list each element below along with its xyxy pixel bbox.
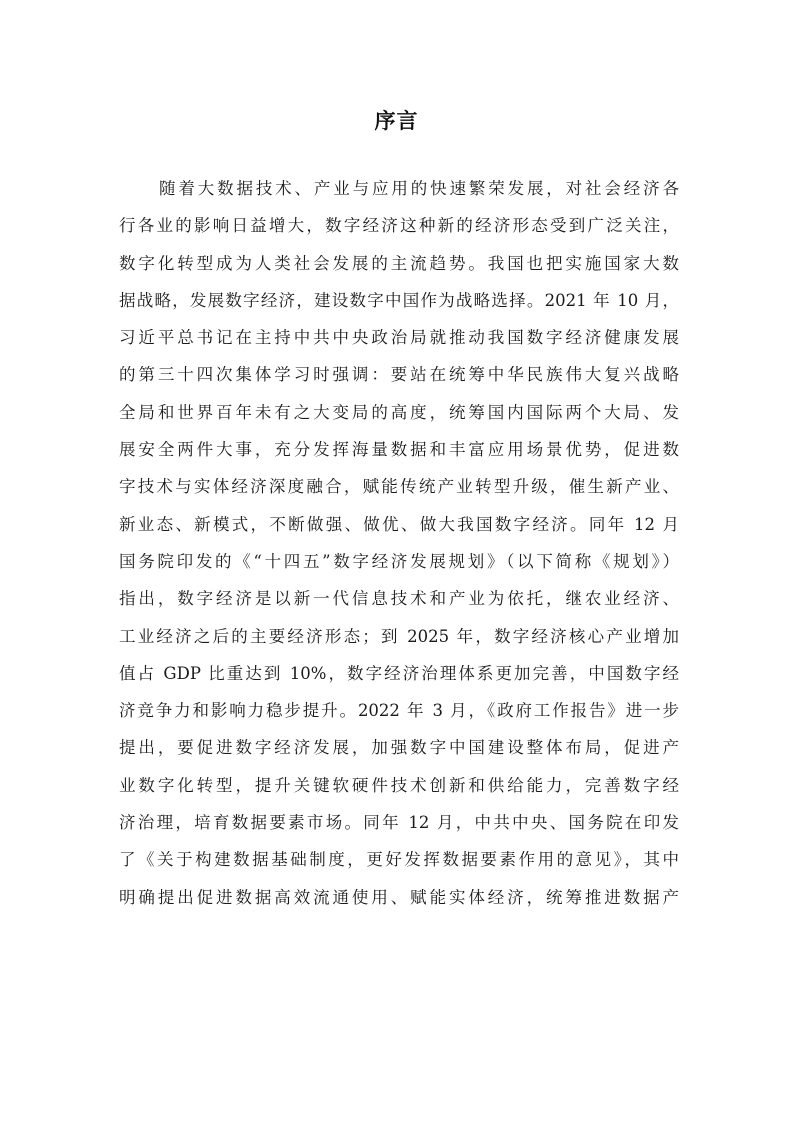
body-paragraph	[119, 176, 679, 922]
text-line: 业数字化转型，提升关键软硬件技术创新和供给能力，完善数字经	[119, 775, 679, 795]
text-line: 值占 GDP 比重达到 10%，数字经济治理体系更加完善，中国数字经	[119, 663, 679, 683]
page-title: 序言	[374, 109, 419, 133]
text-line: 新业态、新模式，不断做强、做优、做大我国数字经济。同年 12 月	[119, 514, 679, 534]
text-line: 据战略，发展数字经济，建设数字中国作为战略选择。2021 年 10 月，	[119, 290, 679, 310]
text-line: 展安全两件大事，充分发挥海量数据和丰富应用场景优势，促进数	[119, 440, 679, 460]
text-line: 的第三十四次集体学习时强调：要站在统筹中华民族伟大复兴战略	[119, 365, 679, 385]
text-line: 提出，要促进数字经济发展，加强数字中国建设整体布局，促进产	[119, 738, 679, 758]
text-line: 字技术与实体经济深度融合，赋能传统产业转型升级，催生新产业、	[119, 477, 679, 497]
text-line: 国务院印发的《“十四五”数字经济发展规划》（以下简称《规划》）	[119, 551, 679, 571]
text-line: 随着大数据技术、产业与应用的快速繁荣发展，对社会经济各	[159, 179, 679, 198]
text-line: 行各业的影响日益增大，数字经济这种新的经济形态受到广泛关注，	[119, 216, 679, 236]
text-line: 了《关于构建数据基础制度，更好发挥数据要素作用的意见》，其中	[119, 850, 679, 870]
text-line: 工业经济之后的主要经济形态；到 2025 年，数字经济核心产业增加	[119, 626, 679, 646]
text-line: 全局和世界百年未有之大变局的高度，统筹国内国际两个大局、发	[119, 402, 679, 422]
text-line: 指出，数字经济是以新一代信息技术和产业为依托，继农业经济、	[119, 589, 679, 609]
text-line: 数字化转型成为人类社会发展的主流趋势。我国也把实施国家大数	[119, 253, 679, 273]
text-line: 济竞争力和影响力稳步提升。2022 年 3 月，《政府工作报告》进一步	[119, 701, 679, 721]
text-line: 明确提出促进数据高效流通使用、赋能实体经济，统筹推进数据产	[119, 887, 679, 907]
text-line: 习近平总书记在主持中共中央政治局就推动我国数字经济健康发展	[119, 328, 679, 348]
text-line: 济治理，培育数据要素市场。同年 12 月，中共中央、国务院在印发	[119, 813, 679, 833]
